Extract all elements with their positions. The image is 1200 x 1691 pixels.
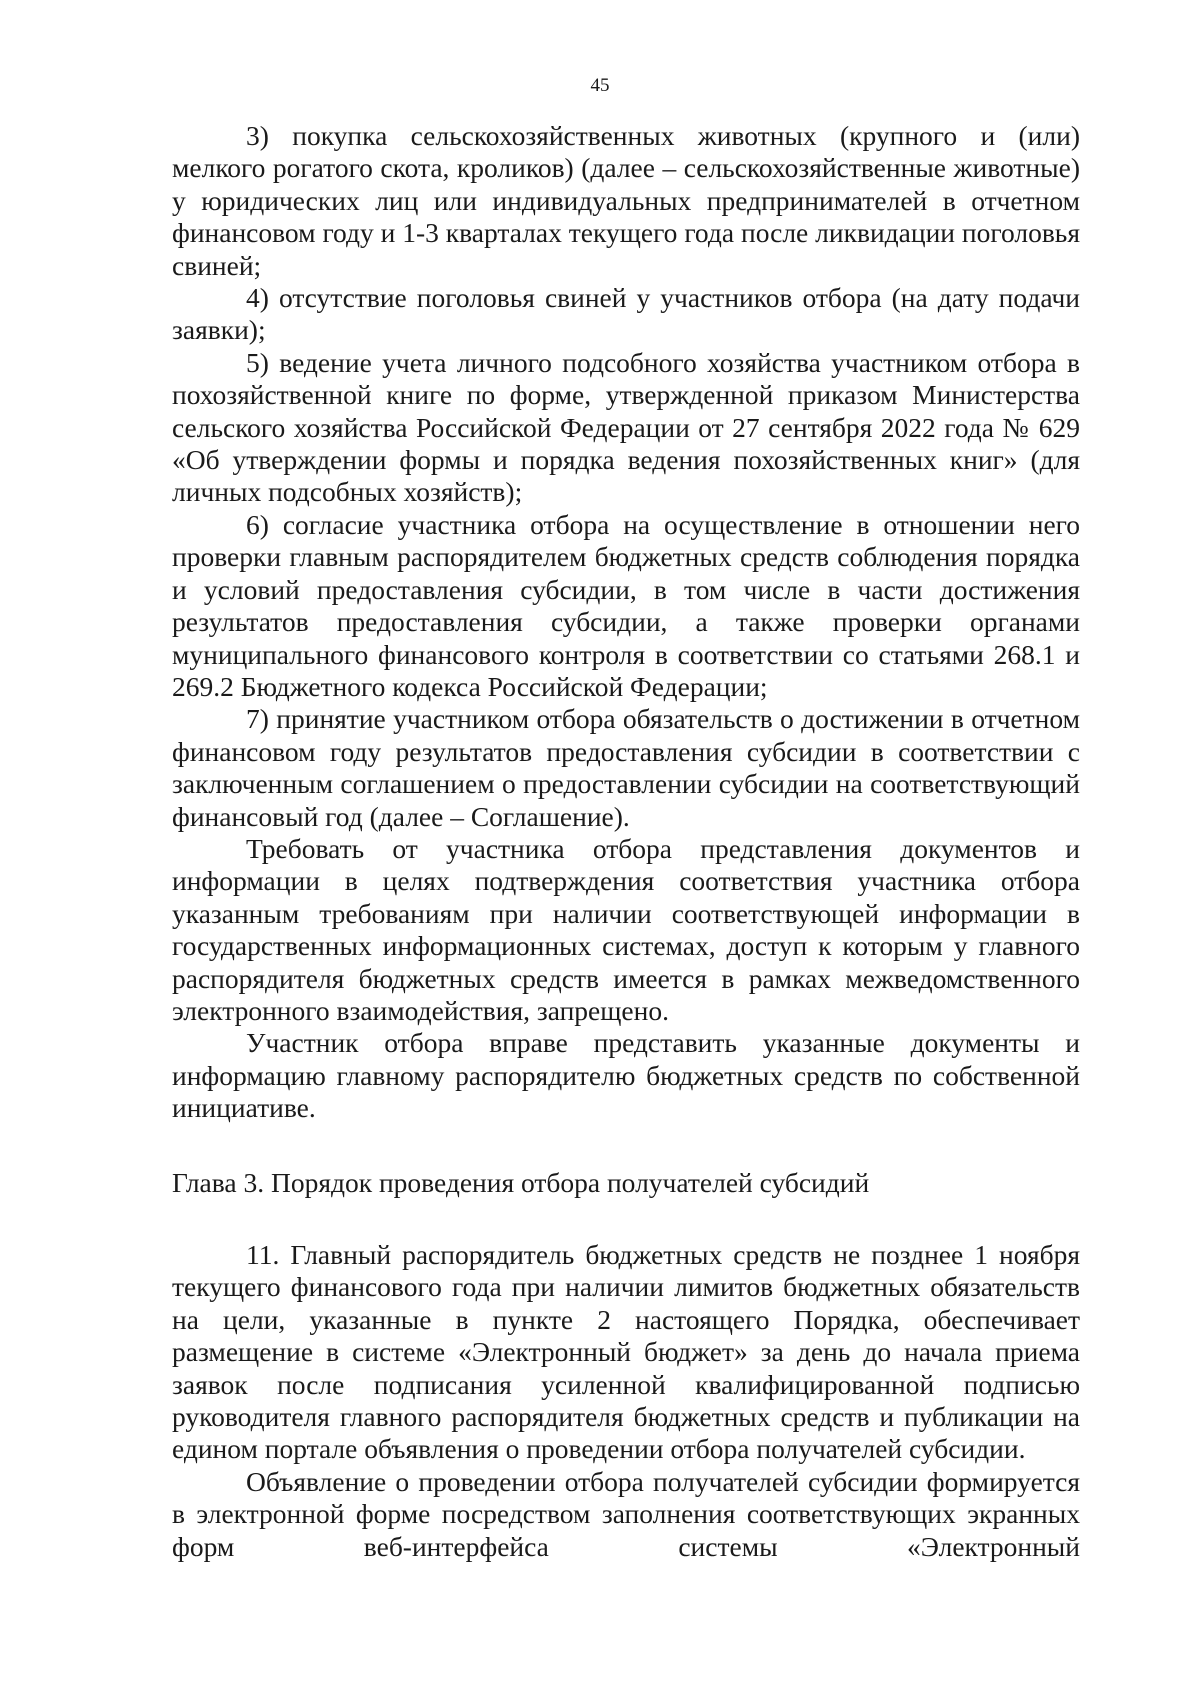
document-body bbox=[172, 120, 1080, 1563]
paragraph-participant-right: Участник отбора вправе представить указанные документы и информацию главному распорядителю бюджетных средств по собственной инициативе. bbox=[172, 1027, 1080, 1124]
paragraph-requirement-prohibition: Требовать от участника отбора представления документов и информации в целях подтверждения соответствия участника отбора указанным требованиям при наличии соответствующей информации в государственных информационных системах, доступ к которым у главного распорядителя бюджетных средств имеется в рамках межведомственного электронного взаимодействия, запрещено. bbox=[172, 832, 1080, 1026]
paragraph-item-3: 3) покупка сельскохозяйственных животных (крупного и (или) мелкого рогатого скота, кроликов) (далее – сельскохозяйственные животные) у юридических лиц или индивидуальных предпринимателей в отчетном финансовом году и 1-3 кварталах текущего года после ликвидации поголовья свиней; bbox=[172, 120, 1080, 281]
page-number: 45 bbox=[590, 75, 610, 96]
paragraph-item-6: 6) согласие участника отбора на осуществление в отношении него проверки главным распорядителем бюджетных средств соблюдения порядка и условий предоставления субсидии, в том числе в части достижения результатов предоставления субсидии, а также проверки органами муниципального финансового контроля в соответствии со статьями 268.1 и 269.2 Бюджетного кодекса Российской Федерации; bbox=[172, 508, 1080, 702]
paragraph-item-11: 11. Главный распорядитель бюджетных средств не позднее 1 ноября текущего финансового года при наличии лимитов бюджетных обязательств на цели, указанные в пункте 2 настоящего Порядка, обеспечивает размещение в системе «Электронный бюджет» за день до начала приема заявок после подписания усиленной квалифицированной подписью руководителя главного распорядителя бюджетных средств и публикации на едином портале объявления о проведении отбора получателей субсидии. bbox=[172, 1239, 1080, 1465]
paragraph-announcement: Объявление о проведении отбора получателей субсидии формируется в электронной форме посредством заполнения соответствующих экранных форм веб-интерфейса системы «Электронный bbox=[172, 1465, 1080, 1562]
paragraph-item-4: 4) отсутствие поголовья свиней у участников отбора (на дату подачи заявки); bbox=[172, 282, 1080, 346]
chapter-heading: Глава 3. Порядок проведения отбора получателей субсидий bbox=[172, 1166, 870, 1198]
paragraph-item-7: 7) принятие участником отбора обязательств о достижении в отчетном финансовом году результатов предоставления субсидии в соответствии с заключенным соглашением о предоставлении субсидии на соответствующий финансовый год (далее – Соглашение). bbox=[172, 703, 1080, 832]
paragraph-item-5: 5) ведение учета личного подсобного хозяйства участником отбора в похозяйственной книге по форме, утвержденной приказом Министерства сельского хозяйства Российской Федерации от 27 сентября 2022 года № 629 «Об утверждении формы и порядка ведения похозяйственных книг» (для личных подсобных хозяйств); bbox=[172, 346, 1080, 508]
